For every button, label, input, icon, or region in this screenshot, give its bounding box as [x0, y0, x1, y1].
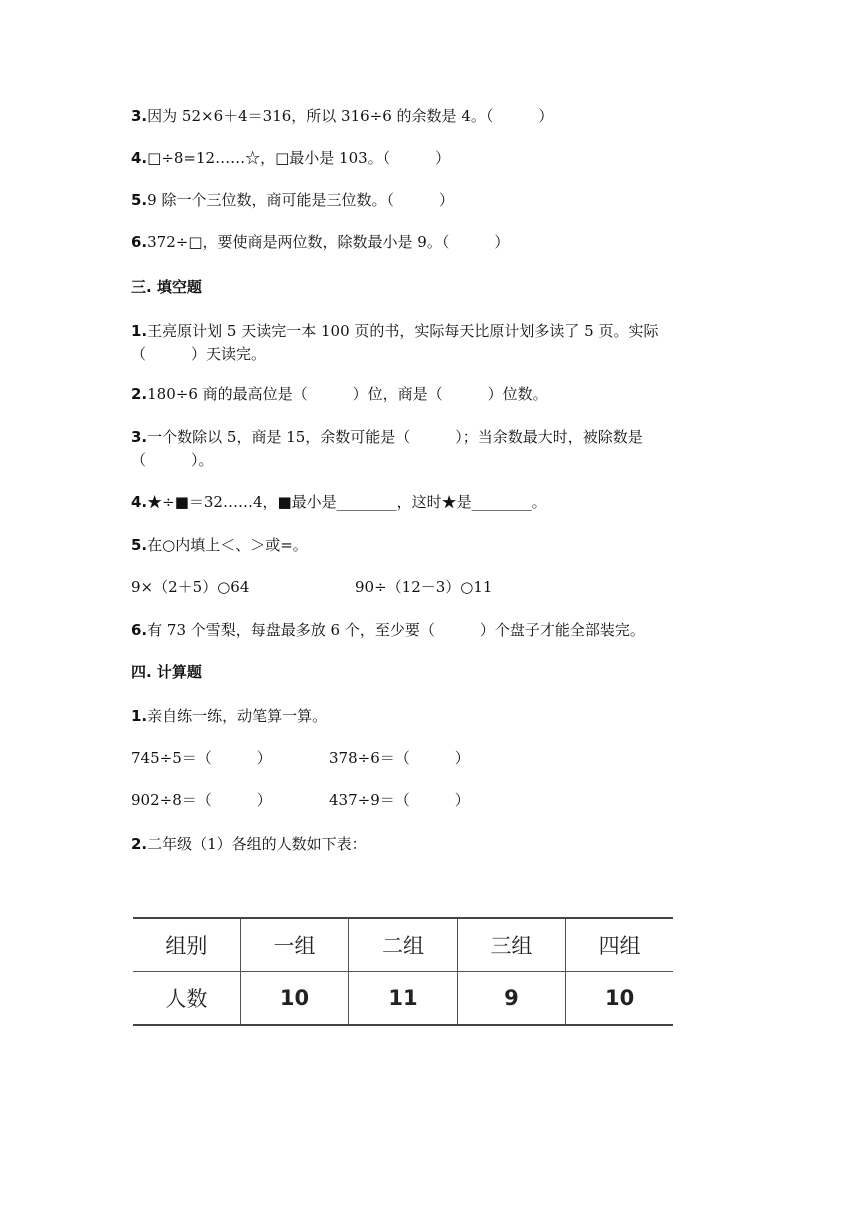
section-heading-calc: 四. 计算题 [131, 663, 202, 681]
question-text: 372÷□，要使商是两位数，除数最小是 9。（ ） [147, 233, 510, 251]
question-number: 6. [131, 233, 148, 251]
question-text: 9 除一个三位数，商可能是三位数。（ ） [147, 191, 454, 209]
question-text: 一个数除以 5，商是 15，余数可能是（ ）；当余数最大时，被除数是 [147, 428, 643, 446]
question-text: 在○内填上＜、＞或=。 [147, 536, 308, 554]
question-text: 有 73 个雪梨，每盘最多放 6 个，至少要（ ）个盘子才能全部装完。 [147, 621, 645, 639]
question-number: 4. [131, 493, 148, 511]
question-text: 因为 52×6＋4＝316，所以 316÷6 的余数是 4。（ ） [147, 107, 554, 125]
fill-question-4 [131, 491, 547, 513]
table-cell: 9 [457, 972, 565, 1026]
table-header-row [133, 918, 673, 972]
calc-question-2 [131, 833, 367, 855]
question-number: 1. [131, 707, 148, 725]
group-count-table [133, 917, 673, 1026]
table-cell: 人数 [133, 972, 240, 1026]
table-row [133, 972, 673, 1026]
fill-question-1-line2: （ ）天读完。 [131, 345, 267, 363]
calc-expression-902: 902÷8＝（ ） [131, 791, 272, 809]
table-cell: 10 [240, 972, 348, 1026]
judge-question-5 [131, 189, 454, 211]
question-text: 180÷6 商的最高位是（ ）位，商是（ ）位数。 [147, 385, 548, 403]
table-cell: 一组 [240, 918, 348, 972]
question-number: 3. [131, 428, 148, 446]
question-number: 4. [131, 149, 148, 167]
calc-expression-745: 745÷5＝（ ） [131, 749, 272, 767]
table-cell: 三组 [457, 918, 565, 972]
calc-expression-378: 378÷6＝（ ） [329, 749, 470, 767]
question-number: 2. [131, 835, 148, 853]
fill-question-3-line1 [131, 426, 643, 448]
question-number: 2. [131, 385, 148, 403]
fill-question-1-line1 [131, 320, 658, 342]
question-text: □÷8=12……☆，□最小是 103。（ ） [147, 149, 451, 167]
question-number: 3. [131, 107, 148, 125]
table-cell: 四组 [566, 918, 673, 972]
question-number: 6. [131, 621, 148, 639]
table-cell: 11 [349, 972, 457, 1026]
question-text: 亲自练一练，动笔算一算。 [147, 707, 328, 725]
judge-question-6 [131, 231, 509, 253]
calc-question-1 [131, 705, 327, 727]
question-text: 王亮原计划 5 天读完一本 100 页的书，实际每天比原计划多读了 5 页。实际 [147, 322, 659, 340]
fill-question-5 [131, 534, 308, 556]
question-text: ★÷■＝32……4，■最小是________，这时★是________。 [147, 493, 547, 511]
table-cell: 10 [566, 972, 673, 1026]
judge-question-3 [131, 105, 553, 127]
calc-expression-437: 437÷9＝（ ） [329, 791, 470, 809]
table-cell: 二组 [349, 918, 457, 972]
fill-question-3-line2: （ ）。 [131, 451, 214, 469]
fill-question-6 [131, 619, 645, 641]
question-number: 1. [131, 322, 148, 340]
fill-question-5-left-expression: 9×（2＋5）○64 [131, 578, 250, 596]
table-cell: 组别 [133, 918, 240, 972]
question-number: 5. [131, 191, 148, 209]
section-heading-fill: 三. 填空题 [131, 278, 202, 296]
judge-question-4 [131, 147, 450, 169]
question-text: 二年级（1）各组的人数如下表： [147, 835, 367, 853]
question-number: 5. [131, 536, 148, 554]
fill-question-5-right-expression: 90÷（12－3）○11 [355, 578, 493, 596]
fill-question-2 [131, 383, 548, 405]
